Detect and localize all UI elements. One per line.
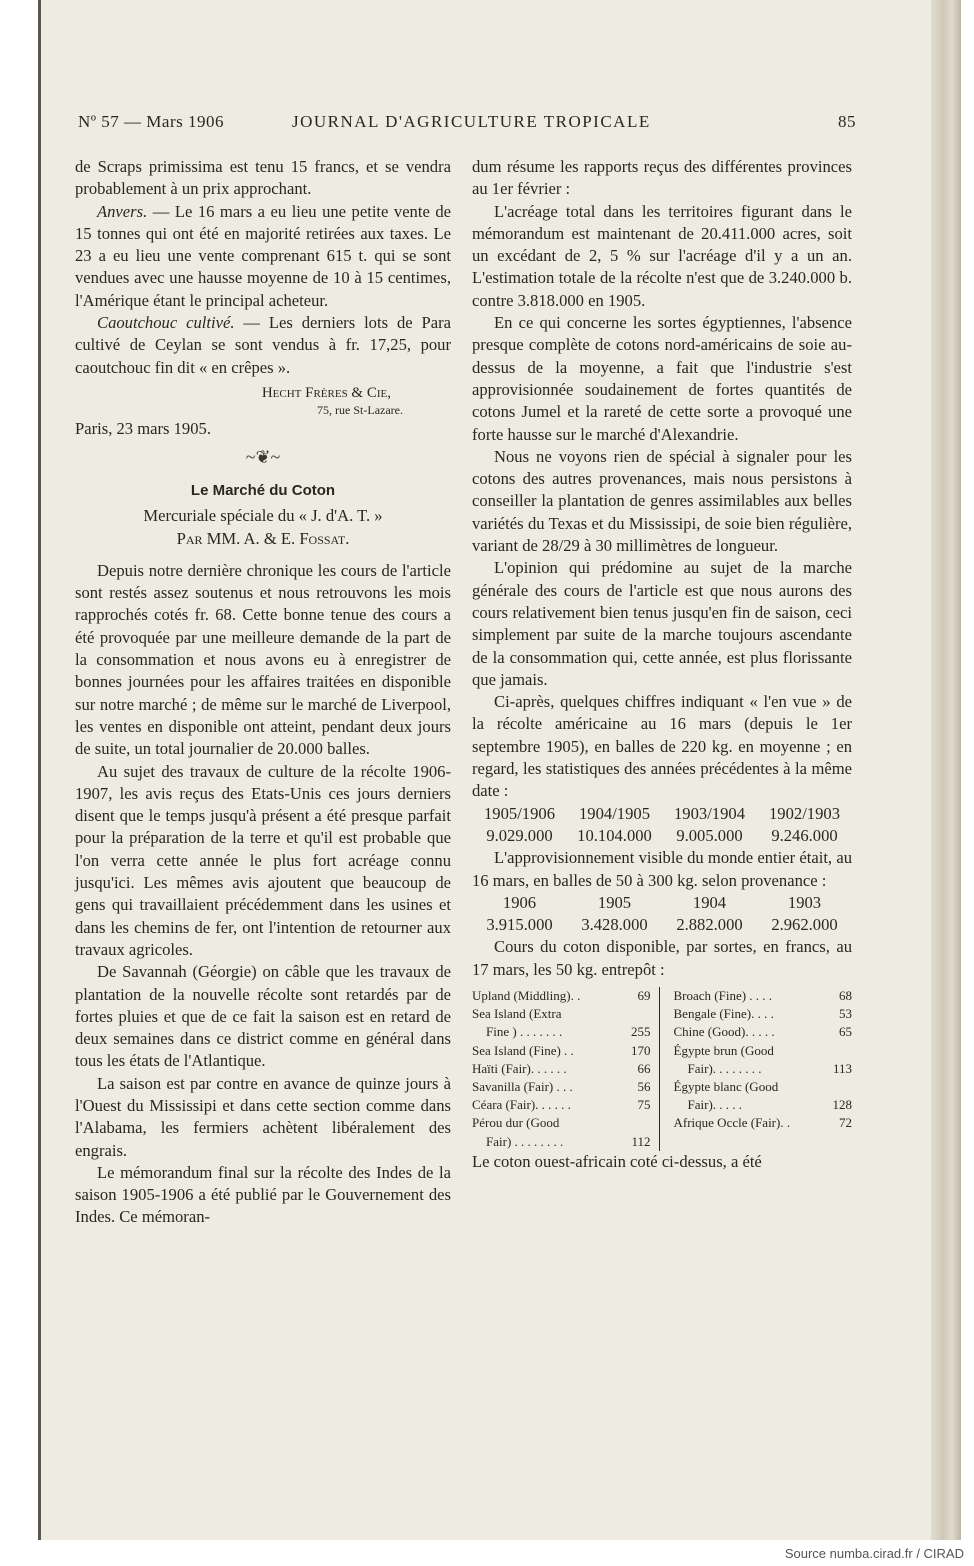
price-name: Bengale (Fine). . . . bbox=[673, 1006, 774, 1022]
price-name: Sea Island (Extra bbox=[472, 1006, 562, 1022]
price-row bbox=[472, 1060, 651, 1078]
price-value bbox=[627, 1114, 651, 1132]
price-row bbox=[674, 1042, 853, 1060]
paragraph-label: Anvers. bbox=[97, 201, 148, 221]
paragraph bbox=[75, 201, 451, 312]
page-number: 85 bbox=[838, 112, 856, 131]
price-row bbox=[674, 1114, 853, 1132]
table-cell: 10.104.000 bbox=[577, 825, 652, 845]
price-value: 255 bbox=[631, 1024, 651, 1040]
paragraph: Depuis notre dernière chronique les cours de l'article sont restés assez soutenus et nous retrouvons les mois rapprochés cotés fr. 68. Cette bonne tenue des cours a été provoquée par une meilleure demande de la part de la consommation et nous avons eu à enregistrer de bonnes journées pour les affaires traitées en disponible sur notre marché ; de même sur le marché de Liverpool, les ventes en disponible ont atteint, pendant deux jours de suite, un total journalier de 20.000 balles. bbox=[75, 560, 451, 759]
price-value: 68 bbox=[839, 987, 852, 1003]
paragraph: dum résume les rapports reçus des différentes provinces au 1er février : bbox=[472, 157, 852, 199]
signature: Hecht Frères & Cie, bbox=[261, 384, 391, 401]
table-cell: 9.246.000 bbox=[771, 825, 838, 845]
table-cell: 1904 bbox=[692, 892, 727, 912]
paragraph: L'opinion qui prédomine au sujet de la marche générale des cours de l'article est que nous aurons des cours relativement bien tenus jusqu'en fin de saison, ceci simplement par suite de la marche toujours ascendante de la consommation qui, cette année, est plus florissante que jamais. bbox=[472, 558, 852, 689]
right-column bbox=[472, 156, 852, 1173]
paragraph: Ci-après, quelques chiffres indiquant « l'en vue » de la récolte américaine au 16 mars (depuis le 1er septembre 1905), en balles de 220 kg. en moyenne ; en regard, les statistiques des années précédentes à la même date : bbox=[472, 692, 852, 801]
price-value: 113 bbox=[832, 1060, 852, 1076]
price-name: Fine ) . . . . . . . bbox=[486, 1024, 563, 1040]
price-name: Chine (Good). . . . . bbox=[673, 1024, 775, 1040]
paragraph: L'acréage total dans les territoires figurant dans le mémorandum est maintenant de 20.411.000 acres, soit un excédant de 2, 5 % sur l'acréage d'il y a un an. L'estimation totale de la récolte n'est que de 3.240.000 b. contre 3.818.000 en 1905. bbox=[472, 201, 852, 310]
table-cell: 9.005.000 bbox=[676, 825, 743, 845]
paragraph: En ce qui concerne les sortes égyptiennes, l'absence presque complète de cotons nord-américains de soie au-dessus de la moyenne, a fait que l'industrie s'est approvisionnée soudainement de fortes quantités de cotons Jumel et la rareté de cette sorte a provoqué une forte hausse sur le marché d'Alexandrie. bbox=[472, 313, 852, 444]
table-cell: 1906 bbox=[502, 892, 537, 912]
supply-years-row bbox=[472, 892, 852, 914]
price-row bbox=[674, 1005, 853, 1023]
price-table bbox=[472, 987, 852, 1151]
price-column-left bbox=[472, 987, 660, 1151]
price-value: 69 bbox=[637, 987, 651, 1003]
paragraph: Le mémorandum final sur la récolte des Indes de la saison 1905-1906 a été publié par le Gouvernement des Indes. Ce mémoran- bbox=[75, 1162, 451, 1227]
price-value bbox=[828, 1078, 852, 1096]
address: 75, rue St-Lazare. bbox=[317, 402, 403, 417]
table-cell: 2.962.000 bbox=[771, 915, 838, 935]
paragraph: Au sujet des travaux de culture de la récolte 1906-1907, les avis reçus des Etats-Unis ces jours derniers disent que le temps jusqu'à présent a été presque parfait pour la préparation de la terre et qu'il est probable que l'on verra cette année le plus fort acréage connu jusqu'ici. Les mêmes avis ajoutent que beaucoup de gens qui travaillaient précédemment dans les usines et dans les chemins de fer, ont l'intention de retourner aux travaux agricoles. bbox=[75, 761, 451, 959]
article-subtitle: Mercuriale spéciale du « J. d'A. T. » bbox=[143, 505, 383, 525]
price-value: 65 bbox=[839, 1024, 852, 1040]
paragraph: La saison est par contre en avance de quinze jours à l'Ouest du Mississipi et dans cette section comme dans l'Alabama, les fermiers achètent libéralement des engrais. bbox=[75, 1073, 451, 1160]
price-value: 56 bbox=[637, 1079, 651, 1094]
page-edge bbox=[931, 0, 961, 1540]
price-value: 112 bbox=[631, 1133, 651, 1149]
price-row bbox=[472, 1023, 651, 1041]
price-name: Broach (Fine) . . . . bbox=[673, 987, 773, 1003]
price-name: Pérou dur (Good bbox=[472, 1115, 560, 1131]
price-row bbox=[472, 1114, 651, 1132]
paragraph-text: — Les derniers lots de Para cultivé de Ceylan se sont vendus à fr. 17,25, pour caoutchouc fin dit « en crêpes ». bbox=[75, 313, 451, 377]
price-row bbox=[674, 1023, 853, 1041]
price-row bbox=[472, 987, 651, 1005]
table-cell: 1905/1906 bbox=[484, 803, 555, 823]
journal-title: JOURNAL D'AGRICULTURE TROPICALE bbox=[292, 112, 651, 131]
price-row bbox=[472, 1042, 651, 1060]
price-value: 75 bbox=[637, 1097, 651, 1113]
paragraph: Le coton ouest-africain coté ci-dessus, a été bbox=[472, 1151, 762, 1171]
price-column-right bbox=[660, 987, 853, 1151]
price-name: Sea Island (Fine) . . bbox=[472, 1042, 574, 1058]
table-cell: 3.915.000 bbox=[486, 915, 553, 935]
article-title: Le Marché du Coton bbox=[190, 482, 336, 500]
price-value: 66 bbox=[637, 1060, 651, 1076]
price-name: Égypte blanc (Good bbox=[673, 1079, 779, 1094]
ornament: ~❦~ bbox=[245, 447, 281, 468]
price-value: 53 bbox=[839, 1006, 852, 1022]
issue-label: Nº 57 — Mars 1906 bbox=[78, 112, 224, 131]
crop-values-row bbox=[472, 825, 852, 847]
table-cell: 1905 bbox=[597, 892, 632, 912]
table-cell: 1903/1904 bbox=[674, 803, 745, 823]
price-name: Égypte brun (Good bbox=[673, 1042, 774, 1058]
price-value bbox=[627, 1005, 651, 1023]
table-cell: 3.428.000 bbox=[581, 915, 648, 935]
page-header bbox=[78, 112, 856, 138]
table-cell: 2.882.000 bbox=[676, 915, 743, 935]
table-cell: 9.029.000 bbox=[486, 825, 553, 845]
price-row bbox=[674, 987, 853, 1005]
paragraph: L'approvisionnement visible du monde entier était, au 16 mars, en balles de 50 à 300 kg. selon provenance : bbox=[472, 848, 852, 890]
paragraph-text: — Le 16 mars a eu lieu une petite vente de 15 tonnes qui ont été en majorité retirées aux taxes. Le 23 a eu lieu une vente comprenant 615 t. qui se sont vendues avec une hausse moyenne de 10 à 15 centimes, l'Amérique étant le principal acheteur. bbox=[75, 201, 451, 310]
price-row bbox=[472, 1005, 651, 1023]
price-name: Afrique Occle (Fair). . bbox=[673, 1115, 791, 1131]
table-cell: 1903 bbox=[787, 892, 822, 912]
crop-years-row bbox=[472, 803, 852, 825]
price-value: 170 bbox=[631, 1042, 651, 1058]
price-name: Fair). . . . . . . . bbox=[687, 1060, 762, 1076]
price-name: Fair) . . . . . . . . bbox=[486, 1133, 564, 1149]
paragraph: Cours du coton disponible, par sortes, en francs, au 17 mars, les 50 kg. entrepôt : bbox=[472, 937, 852, 979]
price-value: 128 bbox=[832, 1097, 852, 1113]
paragraph bbox=[75, 312, 451, 379]
paragraph-label: Caoutchouc cultivé. bbox=[97, 313, 235, 333]
price-name: Céara (Fair). . . . . . bbox=[472, 1097, 571, 1113]
price-row bbox=[674, 1078, 853, 1096]
price-value: 72 bbox=[839, 1115, 852, 1131]
price-name: Upland (Middling). . bbox=[472, 987, 581, 1003]
price-row bbox=[674, 1060, 853, 1078]
price-row bbox=[472, 1078, 651, 1096]
price-name: Haïti (Fair). . . . . . bbox=[472, 1060, 567, 1076]
place-date: Paris, 23 mars 1905. bbox=[75, 418, 211, 438]
supply-values-row bbox=[472, 914, 852, 936]
price-row bbox=[674, 1096, 853, 1114]
price-row bbox=[472, 1096, 651, 1114]
left-column bbox=[75, 156, 451, 1229]
table-cell: 1902/1903 bbox=[769, 803, 840, 823]
paragraph: de Scraps primissima est tenu 15 francs, et se vendra probablement à un prix approchant. bbox=[75, 157, 451, 199]
article-byline: Par MM. A. & E. Fossat. bbox=[176, 528, 350, 548]
price-value bbox=[828, 1042, 852, 1060]
source-credit: Source numba.cirad.fr / CIRAD bbox=[784, 1546, 964, 1561]
price-name: Fair). . . . . bbox=[687, 1097, 743, 1113]
table-cell: 1904/1905 bbox=[579, 803, 650, 823]
paragraph: De Savannah (Géorgie) on câble que les travaux de plantation de la nouvelle récolte sont retardés par de fortes pluies et que de ce fait la saison est en retard de deux semaines dans ce district comme en général dans tous les états de l'Atlantique. bbox=[75, 962, 451, 1071]
paragraph: Nous ne voyons rien de spécial à signaler pour les cotons des autres provenances, mais nous persistons à conseiller la plantation de genres assimilables aux belles variétés du Texas et du Mississipi, de soie bien régulière, variant de 28/29 à 30 millimètres de longueur. bbox=[472, 446, 852, 556]
price-name: Savanilla (Fair) . . . bbox=[472, 1079, 573, 1094]
price-row bbox=[472, 1133, 651, 1151]
